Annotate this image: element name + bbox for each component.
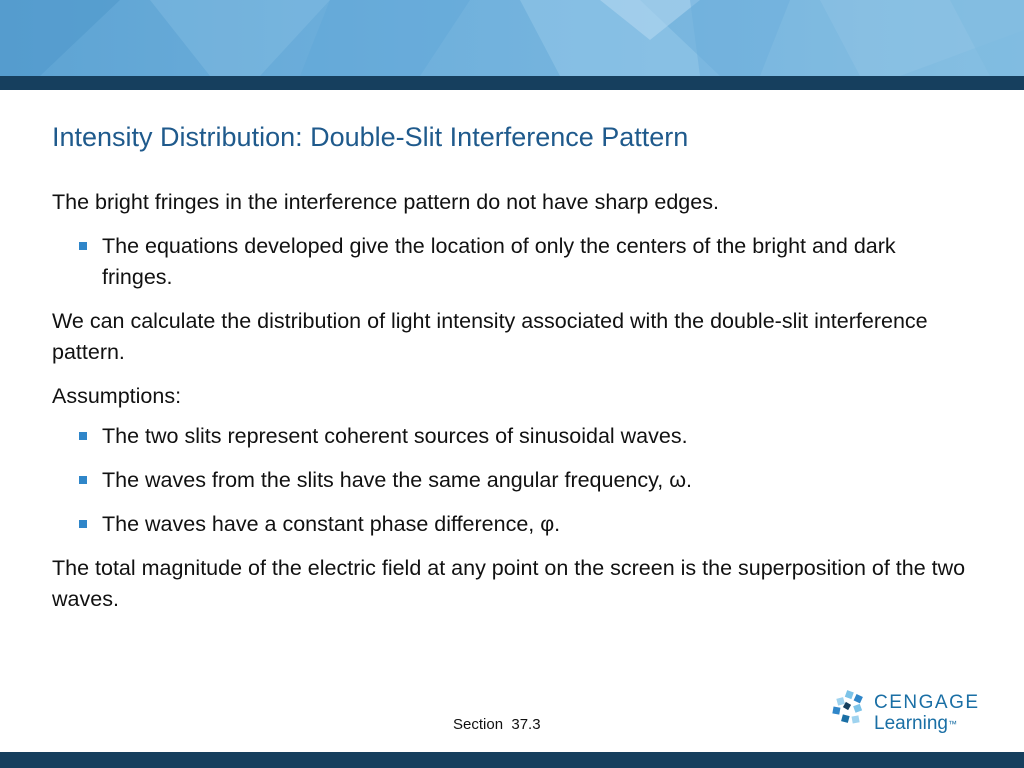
bullet-text: The equations developed give the location of only the centers of the bright and dark fringes. — [102, 234, 896, 289]
cengage-learning-logo — [832, 689, 982, 739]
header-decoration — [0, 0, 1024, 76]
footer-rule — [0, 752, 1024, 768]
bullet-angular-frequency — [52, 465, 972, 496]
paragraph-superposition: The total magnitude of the electric field at any point on the screen is the superposition of the two waves. — [52, 556, 966, 611]
paragraph-fringes: The bright fringes in the interference pattern do not have sharp edges. — [52, 190, 719, 214]
logo-learning-word: Learning — [874, 713, 948, 734]
bullet-text: The waves from the slits have the same angular frequency, ω. — [102, 468, 693, 492]
logo-text-learning — [874, 713, 957, 735]
bullet-equations — [52, 231, 972, 293]
slide-title: Intensity Distribution: Double-Slit Interference Pattern — [52, 122, 689, 152]
cengage-logo-icon — [832, 689, 870, 729]
logo-text-cengage: CENGAGE — [874, 692, 980, 713]
slide-content — [52, 187, 972, 628]
bullet-marker — [79, 432, 87, 440]
logo-trademark: ™ — [947, 719, 957, 729]
paragraph-assumptions: Assumptions: — [52, 384, 182, 408]
bullet-text: The two slits represent coherent sources of sinusoidal waves. — [102, 424, 688, 448]
bullet-marker — [79, 520, 87, 528]
bullet-coherent-sources — [52, 421, 972, 452]
bullet-text: The waves have a constant phase difference, φ. — [102, 512, 561, 536]
section-label: Section 37.3 — [453, 716, 541, 733]
bullet-marker — [79, 476, 87, 484]
header-rule — [0, 76, 1024, 90]
header-band — [0, 0, 1024, 76]
bullet-phase-difference — [52, 509, 972, 540]
paragraph-distribution: We can calculate the distribution of light intensity associated with the double-slit interference pattern. — [52, 309, 928, 364]
bullet-marker — [79, 242, 87, 250]
